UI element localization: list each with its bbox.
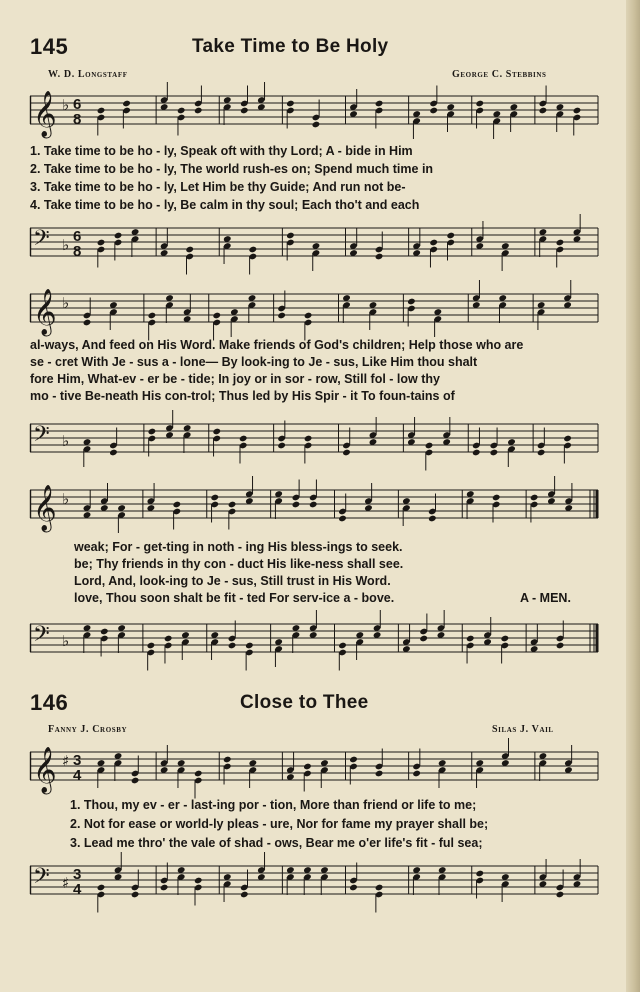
hymn-146-number: 146 (30, 690, 69, 715)
verse-2-line: se - cret With Je - sus a - lone— By look-ing to Je - sus, Like Him thou shalt (30, 355, 478, 369)
verse-4-line: love, Thou soon shalt be fit - ted For serv-ice a - bove. (74, 591, 395, 605)
svg-text:♭: ♭ (62, 236, 70, 254)
treble-staff (30, 744, 598, 794)
hymn-146-author: Fanny J. Crosby (48, 724, 128, 735)
hymn-145-title: Take Time to Be Holy (192, 36, 389, 57)
hymn-145-system-2 (30, 282, 598, 472)
verse-3-line: 3. Lead me thro' the vale of shad - ows, Bear me o'er life's fit - ful sea; (70, 836, 483, 850)
verse-3-line: fore Him, What-ev - er be - tide; In joy or in sor - row, Still fol - low thy (30, 372, 440, 386)
verse-3-line: 3. Take time to be ho - ly, Let Him be thy Guide; And run not be- (30, 180, 406, 194)
hymn-145-system-3 (30, 478, 598, 674)
svg-text:8: 8 (73, 111, 82, 128)
svg-text:6: 6 (73, 228, 82, 245)
verse-1-line: al-ways, And feed on His Word. Make friends of God's children; Help those who are (30, 338, 524, 352)
bass-staff (30, 416, 598, 466)
verse-1-line: weak; For - get-ting in noth - ing His bless-ings to seek. (74, 540, 403, 554)
svg-text:𝄢: 𝄢 (33, 622, 50, 652)
svg-text:𝄢: 𝄢 (33, 422, 50, 452)
svg-text:♭: ♭ (62, 294, 70, 312)
verse-2-line: 2. Take time to be ho - ly, The world rush-es on; Spend much time in (30, 162, 434, 176)
bass-staff (30, 220, 598, 270)
svg-text:4: 4 (73, 767, 82, 784)
svg-text:♭: ♭ (62, 96, 70, 114)
svg-text:𝄞: 𝄞 (33, 485, 57, 531)
svg-text:𝄞: 𝄞 (33, 747, 57, 793)
hymn-145-number: 145 (30, 34, 69, 59)
svg-text:♭: ♭ (62, 632, 70, 650)
hymn-146-composer: Silas J. Vail (492, 724, 554, 735)
svg-text:𝄢: 𝄢 (33, 226, 50, 256)
verse-2-line: 2. Not for ease or world-ly pleas - ure, Nor for fame my prayer shall be; (70, 817, 489, 831)
treble-staff (30, 88, 598, 138)
hymn-146-system-1 (30, 740, 598, 910)
verse-1-line: 1. Thou, my ev - er - last-ing por - tion, More than friend or life to me; (70, 798, 477, 812)
verse-2-line: be; Thy friends in thy con - duct His like-ness shall see. (74, 557, 404, 571)
svg-text:♯: ♯ (62, 752, 70, 770)
verse-3-line: Lord, And, look-ing to Je - sus, Still trust in His Word. (74, 574, 391, 588)
hymn-145-composer: George C. Stebbins (452, 69, 547, 80)
verse-1-line: 1. Take time to be ho - ly, Speak oft with thy Lord; A - bide in Him (30, 144, 413, 158)
svg-text:𝄞: 𝄞 (33, 289, 57, 335)
svg-text:♯: ♯ (62, 874, 70, 892)
svg-text:3: 3 (73, 752, 82, 769)
svg-text:4: 4 (73, 881, 82, 898)
treble-staff (30, 482, 598, 532)
svg-text:♭: ♭ (62, 490, 70, 508)
hymn-146-title: Close to Thee (240, 692, 369, 713)
verse-4-line: 4. Take time to be ho - ly, Be calm in thy soul; Each tho't and each (30, 198, 420, 212)
svg-text:𝄞: 𝄞 (33, 91, 57, 137)
bass-staff (30, 616, 598, 666)
hymn-145-system-1 (30, 86, 598, 276)
svg-text:𝄢: 𝄢 (33, 864, 50, 894)
bass-staff (30, 858, 598, 908)
hymn-145-author: W. D. Longstaff (48, 69, 128, 80)
amen-label: A - MEN. (520, 591, 571, 605)
treble-staff (30, 286, 598, 336)
svg-text:♭: ♭ (62, 432, 70, 450)
svg-text:8: 8 (73, 243, 82, 260)
svg-text:6: 6 (73, 96, 82, 113)
verse-4-line: mo - tive Be-neath His con-trol; Thus led by His Spir - it To foun-tains of (30, 389, 455, 403)
svg-text:3: 3 (73, 866, 82, 883)
